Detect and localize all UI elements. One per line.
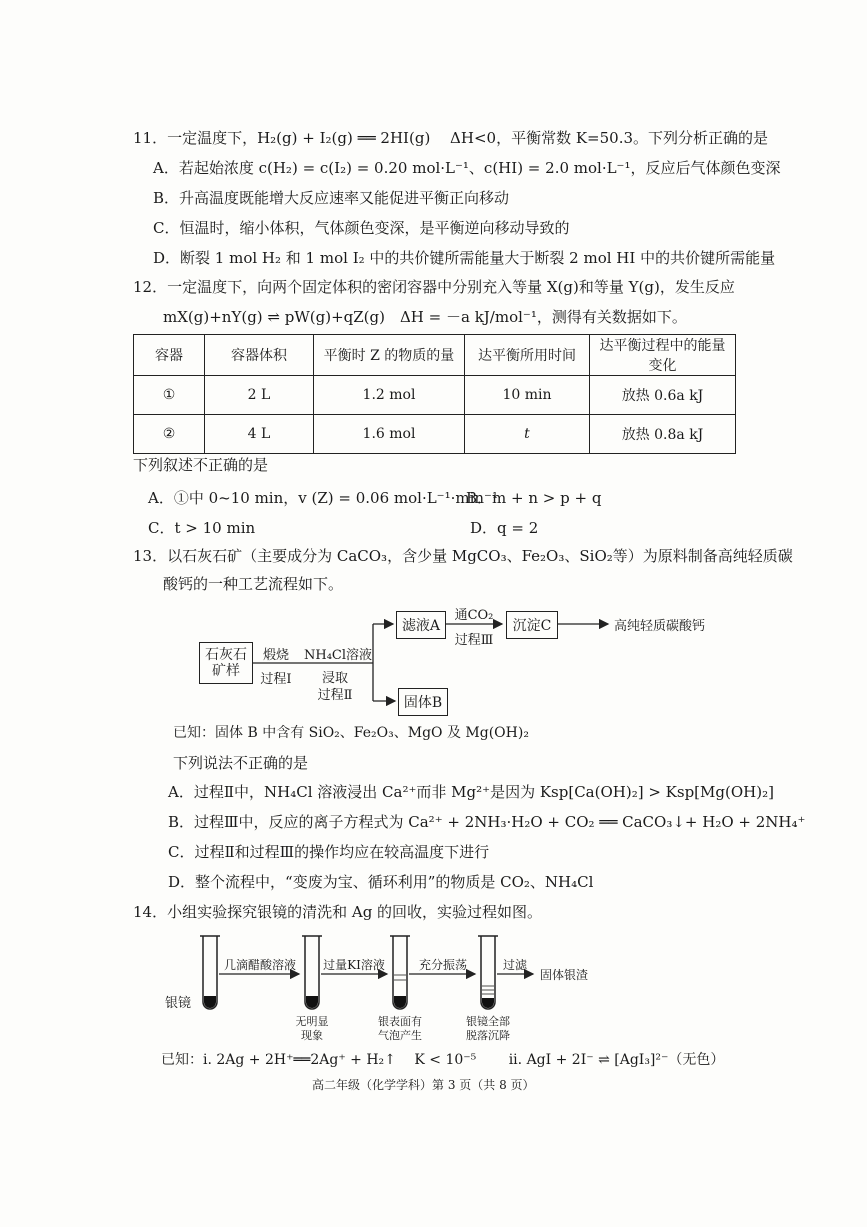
table-cell: 4 L xyxy=(205,415,314,454)
q14-known: 已知：i. 2Ag + 2H⁺══2Ag⁺ + H₂↑ K < 10⁻⁵ ii. AgI + 2I⁻ ⇌ [AgI₃]²⁻（无色） xyxy=(161,1052,725,1068)
q13-stem-line2: 酸钙的一种工艺流程如下。 xyxy=(163,575,344,593)
table-cell: t xyxy=(465,415,590,454)
arrow2-label: 过量KI溶液 xyxy=(323,958,385,972)
q14-stem: 14．小组实验探究银镜的清洗和 Ag 的回收，实验过程如图。 xyxy=(133,903,543,921)
table-header: 达平衡所用时间 xyxy=(465,335,590,376)
q12-stem-line2: mX(g)+nY(g) ⇌ pW(g)+qZ(g) ΔH = －a kJ/mol⁻¹，测得有关数据如下。 xyxy=(163,308,687,326)
q13-question: 下列说法不正确的是 xyxy=(173,754,309,772)
step1-bottom-label: 过程Ⅰ xyxy=(260,672,292,687)
step2-top-label: NH₄Cl溶液 xyxy=(303,648,373,663)
result-label: 固体银渣 xyxy=(540,968,589,982)
table-header: 容器体积 xyxy=(205,335,314,376)
arrow1-label: 几滴醋酸溶液 xyxy=(223,958,296,972)
q12-option-a: A．①中 0~10 min，v (Z) = 0.06 mol·L⁻¹·min⁻¹ xyxy=(148,489,498,507)
table-cell: 1.6 mol xyxy=(314,415,465,454)
ore-sample-box xyxy=(199,642,253,684)
q11-option-b: B．升高温度既能增大反应速率又能促进平衡正向移动 xyxy=(153,189,510,207)
q13-option-c: C．过程Ⅱ和过程Ⅲ的操作均应在较高温度下进行 xyxy=(168,843,490,861)
step3-top-label: 通CO₂ xyxy=(454,608,494,623)
observation-1: 无明显 现象 xyxy=(295,1015,329,1042)
q11-option-d: D．断裂 1 mol H₂ 和 1 mol I₂ 中的共价键所需能量大于断裂 2 mol HI 中的共价键所需能量 xyxy=(153,249,776,267)
filtrate-a-box: 滤液A xyxy=(396,611,446,639)
test-tube-1 xyxy=(200,936,220,1009)
step1-top-label: 煅烧 xyxy=(262,648,289,663)
q11-option-a: A．若起始浓度 c(H₂) = c(I₂) = 0.20 mol·L⁻¹、c(HI) = 2.0 mol·L⁻¹，反应后气体颜色变深 xyxy=(153,159,781,177)
q13-option-a: A．过程Ⅱ中，NH₄Cl 溶液浸出 Ca²⁺而非 Mg²⁺是因为 Ksp[Ca(OH)₂] > Ksp[Mg(OH)₂] xyxy=(168,783,774,801)
silver-mirror-label: 银镜 xyxy=(165,996,192,1011)
table-cell: 2 L xyxy=(205,376,314,415)
product-label: 高纯轻质碳酸钙 xyxy=(614,619,706,634)
observation-3: 银镜全部 脱落沉降 xyxy=(466,1015,510,1042)
q11-stem: 11．一定温度下，H₂(g) + I₂(g) ══ 2HI(g) ΔH<0，平衡常数 K=50.3。下列分析正确的是 xyxy=(133,129,769,147)
ore-sample-label: 石灰石矿样 xyxy=(205,647,247,679)
step3-bottom-label: 过程Ⅲ xyxy=(454,633,494,648)
q13-known: 已知：固体 B 中含有 SiO₂、Fe₂O₃、MgO 及 Mg(OH)₂ xyxy=(173,725,529,741)
table-cell: 10 min xyxy=(465,376,590,415)
observation-2: 银表面有 气泡产生 xyxy=(378,1015,422,1042)
test-tube-4 xyxy=(478,936,498,1009)
q13-option-b: B．过程Ⅲ中，反应的离子方程式为 Ca²⁺ + 2NH₃·H₂O + CO₂ ══ CaCO₃↓+ H₂O + 2NH₄⁺ xyxy=(168,813,806,831)
q12-question: 下列叙述不正确的是 xyxy=(133,456,269,474)
q13-stem-line1: 13．以石灰石矿（主要成分为 CaCO₃，含少量 MgCO₃、Fe₂O₃、SiO₂等）为原料制备高纯轻质碳 xyxy=(133,547,793,565)
table-header: 达平衡过程中的能量变化 xyxy=(590,335,736,376)
page-footer: 高二年级（化学学科）第 3 页（共 8 页） xyxy=(312,1078,535,1092)
q13-option-d: D．整个流程中，“变废为宝、循环利用”的物质是 CO₂、NH₄Cl xyxy=(168,873,594,891)
table-header: 容器 xyxy=(134,335,205,376)
q12-option-d: D．q = 2 xyxy=(470,519,539,537)
table-cell: ② xyxy=(134,415,205,454)
table-cell: 放热 0.6a kJ xyxy=(590,376,736,415)
q12-option-b: B．m + n > p + q xyxy=(466,489,602,507)
arrow3-label: 充分振荡 xyxy=(418,958,467,972)
test-tube-2 xyxy=(302,936,322,1009)
table-header: 平衡时 Z 的物质的量 xyxy=(314,335,465,376)
step2-bottom-label-2: 过程Ⅱ xyxy=(317,688,353,703)
q12-stem-line1: 12．一定温度下，向两个固定体积的密闭容器中分别充入等量 X(g)和等量 Y(g)，发生反应 xyxy=(133,278,735,296)
solid-b-box: 固体B xyxy=(398,688,448,716)
precipitate-c-box: 沉淀C xyxy=(506,611,558,639)
q12-option-c: C．t > 10 min xyxy=(148,519,256,537)
q11-option-c: C．恒温时，缩小体积，气体颜色变深，是平衡逆向移动导致的 xyxy=(153,219,570,237)
table-cell: ① xyxy=(134,376,205,415)
arrow4-label: 过滤 xyxy=(502,958,527,972)
step2-bottom-label-1: 浸取 xyxy=(321,671,348,686)
table-cell: 1.2 mol xyxy=(314,376,465,415)
test-tube-3 xyxy=(390,936,410,1009)
table-cell: 放热 0.8a kJ xyxy=(590,415,736,454)
